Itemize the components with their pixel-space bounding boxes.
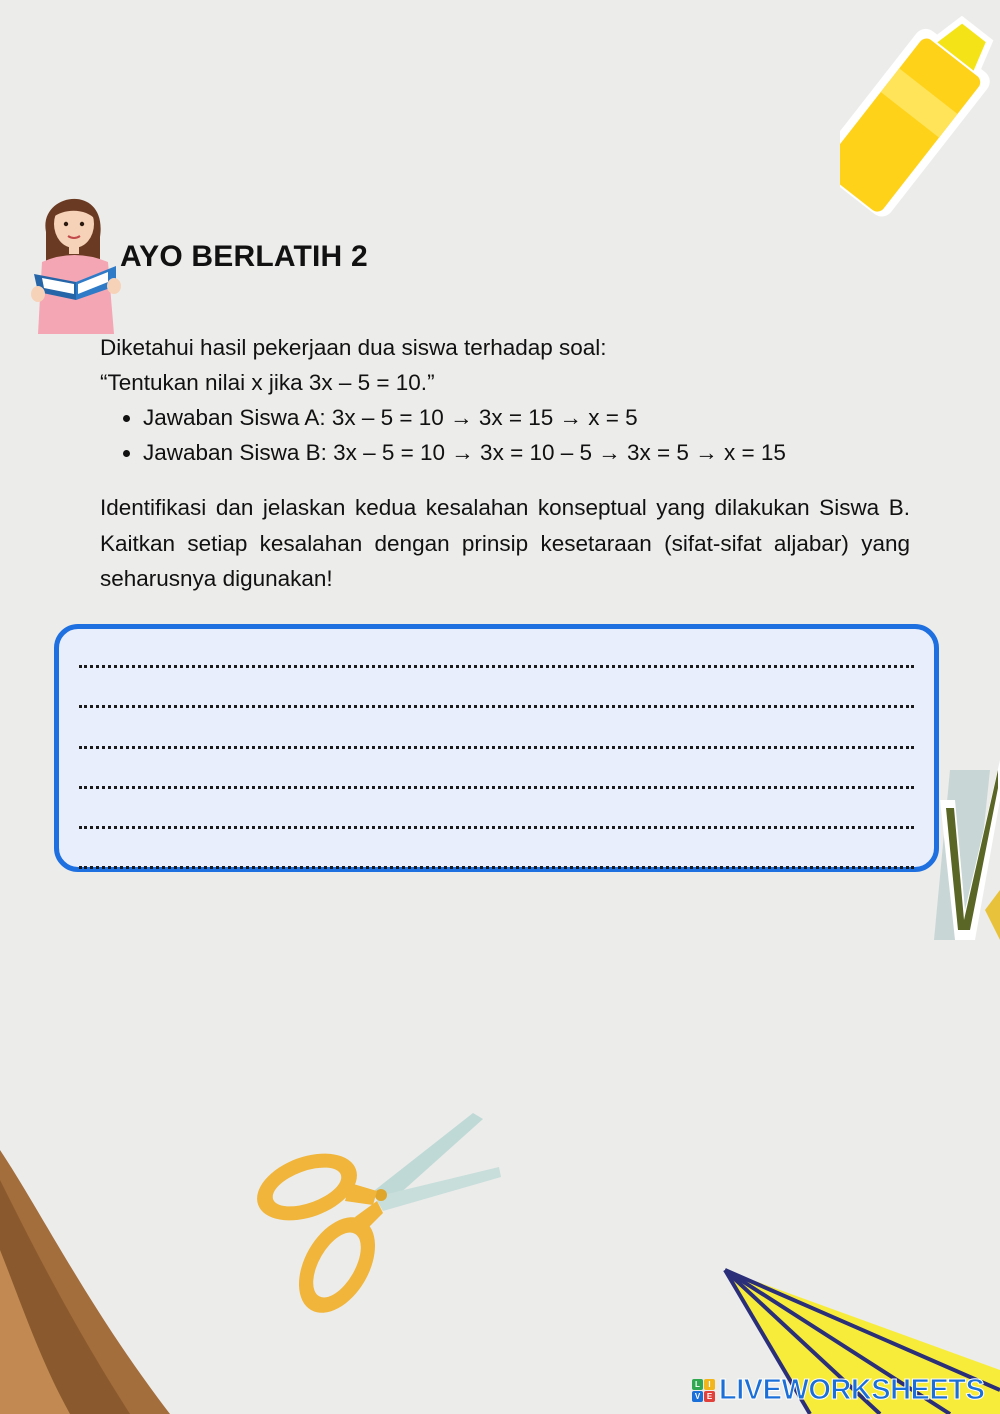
answer-textarea[interactable] — [54, 624, 939, 872]
intro-line: Diketahui hasil pekerjaan dua siswa terhadap soal: — [100, 335, 607, 360]
brand-grid-icon: L I V E — [692, 1379, 715, 1402]
girl-reading-illustration — [28, 182, 123, 334]
answer-line[interactable] — [79, 829, 914, 869]
problem-intro — [100, 330, 910, 470]
scissors-icon — [245, 1105, 510, 1320]
highlighter-icon — [840, 0, 1000, 220]
brand-text: LIVEWORKSHEETS — [719, 1373, 985, 1406]
answer-line[interactable] — [79, 789, 914, 829]
problem-statement: “Tentukan nilai x jika 3x – 5 = 10.” — [100, 370, 435, 395]
answer-list — [100, 400, 910, 470]
list-item: • Jawaban Siswa A: 3x – 5 = 10 → 3x = 15 → x = 5 — [143, 400, 910, 435]
page-title: AYO BERLATIH 2 — [120, 240, 368, 273]
answer-line[interactable] — [79, 749, 914, 789]
list-item: • Jawaban Siswa B: 3x – 5 = 10 → 3x = 10 – 5 → 3x = 5 → x = 15 — [143, 435, 910, 470]
answer-line[interactable] — [79, 708, 914, 748]
answer-line[interactable] — [79, 641, 914, 668]
wood-corner — [0, 1150, 200, 1414]
task-instruction: Identifikasi dan jelaskan kedua kesalahan konseptual yang dilakukan Siswa B. Kaitkan setiap kesalahan dengan prinsip kesetaraan (sifat-sifat aljabar) yang seharusnya digunakan! — [100, 495, 910, 591]
answer-line[interactable] — [79, 668, 914, 708]
liveworksheets-logo — [692, 1372, 984, 1408]
